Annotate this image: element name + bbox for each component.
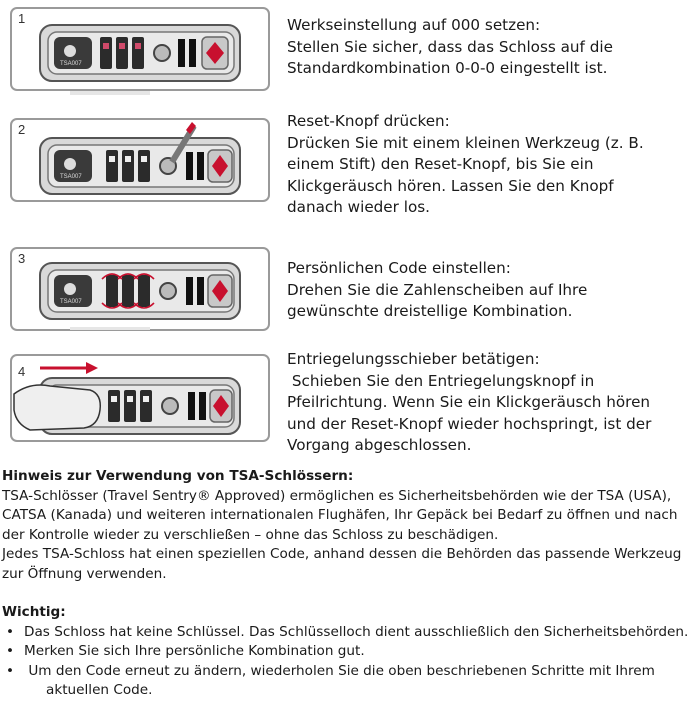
important-heading: Wichtig:	[2, 604, 66, 620]
step-2-illustration	[10, 118, 272, 208]
tsa-note-line: Jedes TSA-Schloss hat einen speziellen Code, anhand dessen die Behörden das passende Werkzeug	[2, 546, 682, 562]
keyhole-icon	[64, 158, 76, 170]
step-1-text	[287, 15, 697, 80]
brand-label: TSA007	[60, 61, 82, 67]
lock-diagram	[10, 7, 272, 97]
step-4-illustration	[10, 354, 272, 444]
brand-label: TSA007	[60, 174, 82, 180]
step-number: 3	[18, 251, 26, 266]
step-title: Werkseinstellung auf 000 setzen:	[287, 16, 541, 34]
bullet-icon: •	[6, 662, 15, 679]
list-item: • Das Schloss hat keine Schlüssel. Das Schlüsselloch dient ausschließlich den Sicherheitsbehörden.	[2, 623, 700, 643]
step-2-text	[287, 111, 697, 219]
list-item: • Merken Sie sich Ihre persönliche Kombination gut.	[2, 642, 700, 662]
tsa-note-line: TSA-Schlösser (Travel Sentry® Approved) ermöglichen es Sicherheitsbehörden wie der TSA (USA),	[2, 487, 672, 504]
reset-button	[160, 283, 176, 299]
reset-button	[154, 45, 170, 61]
lock-diagram	[10, 118, 272, 208]
tsa-note-line: zur Öffnung verwenden.	[2, 565, 167, 582]
step-number: 1	[18, 11, 26, 26]
step-line: einem Stift) den Reset-Knopf, bis Sie ein	[287, 155, 594, 174]
step-3-text	[287, 258, 697, 323]
reset-button	[162, 398, 178, 414]
step-line: gewünschte dreistellige Kombination.	[287, 302, 573, 321]
step-title: Entriegelungsschieber betätigen:	[287, 350, 540, 368]
step-line: Schieben Sie den Entriegelungsknopf in	[287, 371, 595, 390]
tsa-note-heading: Hinweis zur Verwendung von TSA-Schlössern:	[2, 468, 354, 484]
keyhole-icon	[64, 45, 76, 57]
step-number: 4	[18, 364, 26, 379]
step-line: danach wieder los.	[287, 198, 430, 217]
brand-label: TSA007	[60, 299, 82, 305]
finger-icon	[14, 385, 100, 430]
step-line: Standardkombination 0-0-0 eingestellt ist.	[287, 59, 608, 78]
important-list	[2, 623, 700, 701]
step-line: Vorgang abgeschlossen.	[287, 436, 472, 455]
bullet-icon: •	[6, 623, 15, 640]
step-title: Reset-Knopf drücken:	[287, 112, 450, 130]
tsa-note-line: CATSA (Kanada) und weiteren internationalen Flughäfen, Ihr Gepäck bei Bedarf zu öffnen und nach	[2, 507, 678, 523]
step-line: Drehen Sie die Zahlenscheiben auf Ihre	[287, 280, 588, 299]
step-line: Pfeilrichtung. Wenn Sie ein Klickgeräusch hören	[287, 393, 651, 412]
notes-section	[2, 467, 700, 701]
step-line: Drücken Sie mit einem kleinen Werkzeug (z. B.	[287, 133, 644, 152]
step-line: Klickgeräusch hören. Lassen Sie den Knopf	[287, 176, 614, 195]
step-line: und der Reset-Knopf wieder hochspringt, ist der	[287, 414, 652, 433]
lock-diagram	[10, 354, 272, 444]
tsa-note-line: der Kontrolle wieder zu verschließen – ohne das Schloss zu beschädigen.	[2, 526, 499, 543]
lock-diagram	[10, 247, 272, 337]
step-number: 2	[18, 122, 26, 137]
step-1-illustration	[10, 7, 272, 97]
step-title: Persönlichen Code einstellen:	[287, 259, 511, 277]
step-3-illustration	[10, 247, 272, 337]
step-line: Stellen Sie sicher, dass das Schloss auf die	[287, 37, 613, 56]
number-dials	[100, 37, 144, 69]
bullet-icon: •	[6, 643, 15, 659]
step-4-text	[287, 349, 697, 457]
keyhole-icon	[64, 283, 76, 295]
list-item: • Um den Code erneut zu ändern, wiederholen Sie die oben beschriebenen Schritte mit Ihrem aktuellen Code.	[6, 662, 655, 698]
